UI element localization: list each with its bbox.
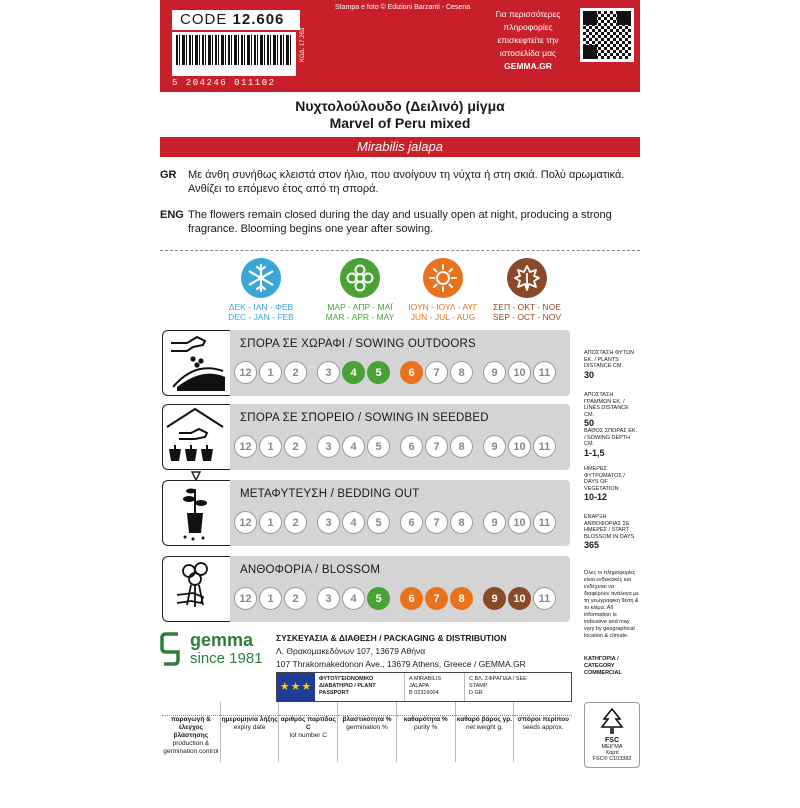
season-autumn: [482, 258, 572, 322]
month-circle: 12: [234, 361, 257, 384]
latin-name: Mirabilis jalapa: [160, 137, 640, 157]
address-en: 107 Thrakomakedonon Ave., 13679 Athens, Greece / GEMMA.GR: [276, 659, 526, 669]
brand-name: gemma: [190, 630, 254, 650]
barcode: [172, 32, 296, 76]
month-circle: 10: [508, 361, 531, 384]
barcode-digits: 5 204246 011102: [172, 78, 276, 88]
month-circle: 11: [533, 511, 556, 534]
spec-days-vegetation: [584, 466, 640, 501]
leaf-icon: [507, 258, 547, 298]
month-circle: 11: [533, 361, 556, 384]
spec-label: ΒΑΘΟΣ ΣΠΟΡΑΣ ΕΚ. / SOWING DEPTH CM.: [584, 428, 638, 447]
month-group: [317, 361, 392, 384]
month-circle: 4: [342, 511, 365, 534]
month-circle: 2: [284, 511, 307, 534]
season-summer: [398, 258, 488, 322]
koda-code: ΚΩΔ. 17.263: [300, 27, 306, 62]
month-circle: 5: [367, 511, 390, 534]
month-circle: 3: [317, 587, 340, 610]
month-circle: 3: [317, 435, 340, 458]
info-site[interactable]: GEMMA.GR: [504, 61, 552, 71]
fsc-badge: [584, 702, 640, 768]
batch-table: [162, 702, 572, 762]
month-circle: 1: [259, 587, 282, 610]
spec-sowing-depth: [584, 428, 640, 456]
spec-label: ΗΜΕΡΕΣ ΦΥΤΡΩΜΑΤΟΣ / DAYS OF VEGETATION: [584, 466, 625, 492]
col-seeds: σπόροι περίπου seeds approx.: [514, 702, 572, 762]
month-circle: 7: [425, 435, 448, 458]
month-circle: 11: [533, 587, 556, 610]
row-blossom: [162, 556, 570, 622]
month-circle: 1: [259, 435, 282, 458]
spec-category: ΚΑΤΗΓΟΡΙΑ / CATEGORY COMMERCIAL: [584, 656, 622, 676]
row-sowing-seedbed: [162, 404, 570, 470]
spec-label: ΑΠΟΣΤΑΣΗ ΦΥΤΩΝ ΕΚ. / PLANTS DISTANCE CM.: [584, 350, 635, 369]
description-text-gr: Με άνθη συνήθως κλειστά στον ήλιο, που ανοίγουν τη νύχτα ή στη σκιά. Πολύ αρωματικά. Ανθίζει το επόμενο έτος από τη σπορά.: [188, 169, 625, 195]
month-circle: 8: [450, 435, 473, 458]
month-circle: 10: [508, 511, 531, 534]
description-english: [160, 208, 640, 236]
spec-lines-distance: [584, 392, 640, 427]
address-gr: Λ. Θρακομακεδόνων 107, 13679 Αθήνα: [276, 646, 426, 656]
month-group: [234, 361, 309, 384]
sowing-hand-icon: [162, 330, 230, 396]
month-circle: 5: [367, 435, 390, 458]
month-group: [234, 435, 309, 458]
month-group: [317, 587, 392, 610]
month-track: [234, 511, 566, 534]
gemma-logo-icon: [160, 630, 182, 668]
product-code: [172, 10, 300, 30]
col-purity: καθαρότητα % purity %: [397, 702, 456, 762]
spec-value: 10-12: [584, 492, 608, 502]
spec-label: ΕΝΑΡΞΗ ΑΝΘΟΦΟΡΙΑΣ ΣΕ ΗΜΕΡΕΣ / START BLOSSOM IN DAYS: [584, 514, 635, 540]
fsc-tree-icon: [598, 707, 626, 735]
col-expiry: ημερομηνία λήξης expiry date: [221, 702, 280, 762]
eu-flag-icon: ★★★: [277, 673, 315, 701]
season-label-en: DEC - JAN - FEB: [228, 312, 294, 322]
row-title: ΜΕΤΑΦΥΤΕΥΣΗ / BEDDING OUT: [240, 488, 420, 500]
month-band: [230, 480, 570, 546]
month-group: [400, 361, 475, 384]
season-winter: [216, 258, 306, 322]
month-circle: 10: [508, 587, 531, 610]
row-title: ΣΠΟΡΑ ΣΕ ΧΩΡΑΦΙ / SOWING OUTDOORS: [240, 338, 476, 350]
month-group: [317, 435, 392, 458]
month-circle: 5: [367, 587, 390, 610]
brand-logo: [160, 630, 270, 670]
transplant-icon: [162, 480, 230, 546]
season-label-gr: ΜΑΡ - ΑΠΡ - ΜΑΪ: [327, 302, 393, 312]
month-circle: 10: [508, 435, 531, 458]
month-circle: 12: [234, 511, 257, 534]
spec-note: Όλες οι πληροφορίες είναι ενδεικτικές και ενδέχεται να διαφέρουν ανάλογα με τη γεωγραφική θέση & το κλίμα. All information is indicative and may vary by geographical location & climate.: [584, 570, 639, 639]
row-title: ΣΠΟΡΑ ΣΕ ΣΠΟΡΕΙΟ / SOWING IN SEEDBED: [240, 412, 489, 424]
month-circle: 8: [450, 361, 473, 384]
packaging-heading: ΣΥΣΚΕΥΑΣΙΑ & ΔΙΑΘΕΣΗ / PACKAGING & DISTRIBUTION: [276, 633, 507, 643]
passport-cd: [465, 673, 535, 701]
month-circle: 4: [342, 435, 365, 458]
month-circle: 9: [483, 511, 506, 534]
info-line: Για περισσότερες πληροφορίες επισκεφτείτε την ιστοσελίδα μας: [495, 9, 561, 58]
month-circle: 9: [483, 361, 506, 384]
spec-label: ΑΠΟΣΤΑΣΗ ΓΡΑΜΜΩΝ ΕΚ. / LINES DISTANCE CM.: [584, 392, 629, 418]
month-track: [234, 587, 566, 610]
passport-title: ΦΥΤΟΫΓΕΙΟΝΟΜΙΚΟ ΔΙΑΒΑΤΗΡΙΟ / PLANT PASSPORT: [315, 673, 405, 701]
passport-b: B 02319004: [409, 690, 439, 696]
month-circle: 7: [425, 587, 448, 610]
qr-code[interactable]: [580, 8, 634, 62]
month-circle: 3: [317, 361, 340, 384]
divider: [160, 250, 640, 251]
season-label-en: JUN - JUL - AUG: [410, 312, 476, 322]
fsc-label: FSC: [605, 737, 619, 744]
passport-d: D GR: [469, 690, 483, 696]
code-value: 12.606: [232, 11, 285, 28]
month-group: [234, 587, 309, 610]
month-circle: 9: [483, 587, 506, 610]
month-circle: 11: [533, 435, 556, 458]
spec-start-blossom: [584, 514, 640, 549]
month-circle: 6: [400, 361, 423, 384]
snowflake-icon: [241, 258, 281, 298]
month-group: [483, 511, 558, 534]
month-group: [483, 587, 558, 610]
season-spring: [315, 258, 405, 322]
month-circle: 6: [400, 511, 423, 534]
spec-plants-distance: [584, 350, 640, 378]
fsc-mix-en: Χαρτί: [605, 750, 619, 756]
month-track: [234, 361, 566, 384]
month-circle: 6: [400, 435, 423, 458]
print-credit: Stampa e foto © Edizioni Barzanti - Cesena: [335, 4, 471, 11]
month-group: [317, 511, 392, 534]
spec-value: 30: [584, 369, 595, 380]
row-sowing-outdoors: [162, 330, 570, 396]
sun-icon: [423, 258, 463, 298]
season-label-gr: ΣΕΠ - ΟΚΤ - ΝΟΕ: [493, 302, 561, 312]
season-label-gr: ΔΕΚ - ΙΑΝ - ΦΕΒ: [228, 302, 294, 312]
passport-c: C ΒΛ. ΣΦΡΑΓΙΔΑ / SEE STAMP: [469, 676, 527, 689]
code-label: CODE: [180, 11, 228, 28]
month-circle: 2: [284, 361, 307, 384]
packaging-info: [276, 632, 526, 671]
row-bedding-out: [162, 480, 570, 546]
month-circle: 5: [367, 361, 390, 384]
passport-a: A MIRABILIS JALAPA: [409, 676, 442, 689]
month-circle: 4: [342, 587, 365, 610]
title-greek: Νυχτολούλουδο (Δειλινό) μίγμα: [295, 98, 505, 114]
bouquet-icon: [162, 556, 230, 622]
lang-code-gr: GR: [160, 169, 177, 181]
month-circle: 3: [317, 511, 340, 534]
col-production: παραγωγή & έλεγχος βλάστησης production & germination control: [162, 702, 221, 762]
month-band: [230, 404, 570, 470]
month-group: [400, 511, 475, 534]
month-circle: 8: [450, 587, 473, 610]
season-label-en: SEP - OCT - NOV: [492, 312, 562, 322]
month-circle: 12: [234, 435, 257, 458]
month-band: [230, 330, 570, 396]
month-group: [483, 361, 558, 384]
seedbed-icon: [162, 404, 230, 470]
description-greek: [160, 168, 640, 196]
brand-since: since 1981: [190, 650, 263, 667]
month-band: [230, 556, 570, 622]
month-circle: 2: [284, 587, 307, 610]
month-circle: 8: [450, 511, 473, 534]
title-english: Marvel of Peru mixed: [329, 115, 471, 131]
spec-value: 365: [584, 540, 600, 550]
col-germination: βλαστικότητα % germination %: [338, 702, 397, 762]
col-weight: καθαρό βάρος γρ. net weight g.: [456, 702, 515, 762]
month-circle: 4: [342, 361, 365, 384]
lang-code-en: ENG: [160, 209, 184, 221]
month-group: [400, 587, 475, 610]
season-label-gr: ΙΟΥΝ - ΙΟΥΛ - ΑΥΓ: [408, 302, 478, 312]
month-group: [234, 511, 309, 534]
col-lot: αριθμός παρτίδας C lot number C: [279, 702, 338, 762]
month-circle: 1: [259, 511, 282, 534]
fsc-code: FSC® C103382: [592, 756, 632, 762]
month-group: [400, 435, 475, 458]
month-circle: 12: [234, 587, 257, 610]
info-text: [482, 8, 574, 73]
month-circle: 7: [425, 361, 448, 384]
passport-ab: [405, 673, 465, 701]
fsc-mix-gr: ΜΕΙΓΜΑ: [601, 744, 623, 750]
month-circle: 7: [425, 511, 448, 534]
month-circle: 1: [259, 361, 282, 384]
month-track: [234, 435, 566, 458]
month-group: [483, 435, 558, 458]
month-circle: 9: [483, 435, 506, 458]
spec-value: 50: [584, 418, 595, 428]
flower-icon: [340, 258, 380, 298]
month-circle: 6: [400, 587, 423, 610]
month-circle: 2: [284, 435, 307, 458]
row-title: ΑΝΘΟΦΟΡΙΑ / BLOSSOM: [240, 564, 381, 576]
season-label-en: MAR - APR - MAY: [325, 312, 395, 322]
description-text-en: The flowers remain closed during the day and usually open at night, producing a strong fragrance. Blooming begins one year after sowing.: [188, 209, 612, 235]
spec-value: 1-1,5: [584, 447, 605, 458]
plant-passport: [276, 672, 572, 702]
